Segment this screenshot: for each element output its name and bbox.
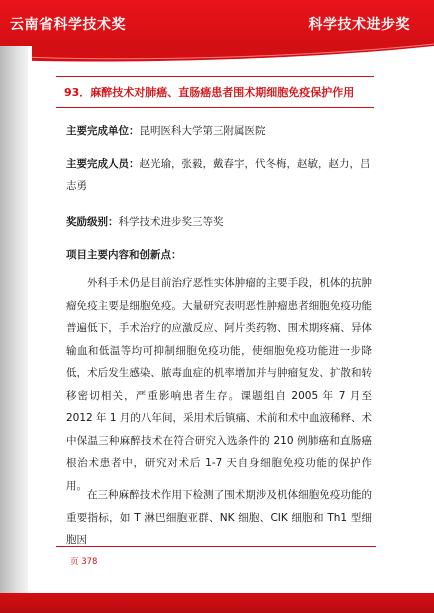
completion-people-field	[66, 153, 376, 197]
completion-unit-value: 昆明医科大学第三附属医院	[139, 125, 266, 137]
left-gray-band	[0, 46, 28, 613]
body-paragraph-2: 在三种麻醉技术作用下检测了围术期涉及机体细胞免疫功能的重要指标，如 T 淋巴细胞亚群、NK 细胞、CIK 细胞和 Th1 型细胞因	[66, 489, 372, 546]
header-curve-decoration	[0, 38, 434, 62]
completion-people-label: 主要完成人员：	[66, 158, 140, 170]
footer-divider	[56, 546, 376, 547]
award-level-field	[66, 211, 376, 233]
completion-people-value: 赵光瑜，张毅，戴春宇，代冬梅，赵敏，赵力，吕志勇	[66, 158, 371, 192]
section-title-bar	[56, 76, 374, 108]
content-heading: 项目主要内容和创新点：	[66, 249, 182, 261]
header-left-title: 云南省科学技术奖	[10, 17, 126, 33]
award-level-value: 科学技术进步奖三等奖	[118, 216, 224, 228]
left-band-gap	[28, 46, 32, 613]
completion-unit-field	[66, 120, 376, 142]
footer-red-band	[0, 593, 434, 613]
section-title: 93．麻醉技术对肺癌、直肠癌患者围术期细胞免疫保护作用	[64, 86, 355, 99]
page-number: 页 378	[70, 557, 98, 567]
header-right-title: 科学技术进步奖	[308, 17, 410, 33]
body-paragraph-1: 外科手术仍是目前治疗恶性实体肿瘤的主要手段，机体的抗肿瘤免疫主要是细胞免疫。大量研究表明恶性肿瘤患者细胞免疫功能普遍低下，手术治疗的应激反应、阿片类药物、围术期疼痛、异体输血和低温等均可抑制细胞免疫功能，使细胞免疫功能进一步降低，术后发生感染、脓毒血症的机率增加并与肿瘤复发、扩散和转移密切相关，严重影响患者生存。课题组自 2005 年 7 月至 2012 年 1 月的八年间，采用术后镇痛、术前和术中血液稀释、术中保温三种麻醉技术在符合研究入选条件的 210 例肺癌和直肠癌根治术患者中，研究对术后 1-7 天自身细胞免疫功能的保护作用。	[66, 277, 372, 492]
completion-unit-label: 主要完成单位：	[66, 125, 140, 137]
award-level-label: 奖励级别：	[66, 216, 119, 228]
